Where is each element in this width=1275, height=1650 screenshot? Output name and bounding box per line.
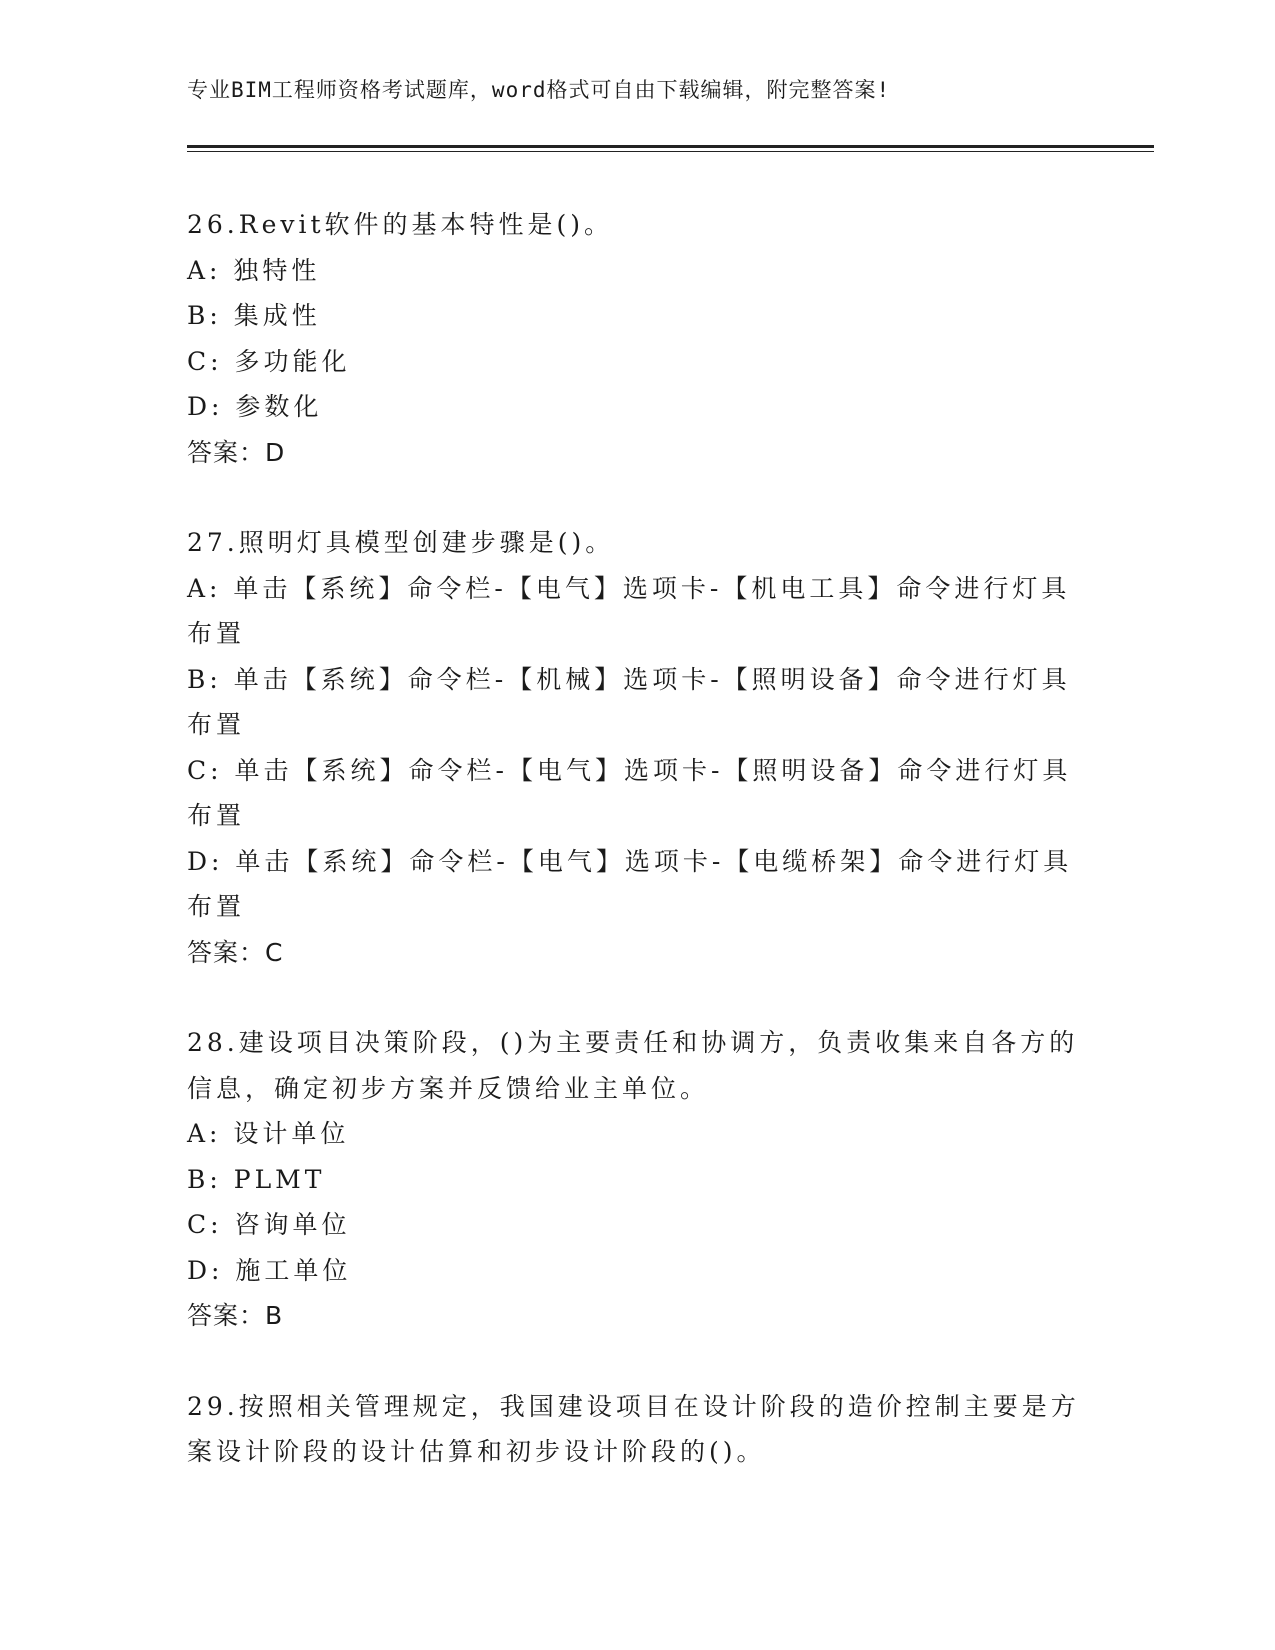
option-c: C: 咨询单位 — [187, 1210, 351, 1239]
option-a: A: 独特性 — [187, 255, 321, 285]
answer: 答案：B — [187, 1301, 284, 1330]
question-stem: 29.按照相关管理规定，我国建设项目在设计阶段的造价控制主要是方案设计阶段的设计估算和初步设计阶段的()。 — [187, 1391, 1080, 1466]
option-c: C: 单击【系统】命令栏-【电气】选项卡-【照明设备】命令进行灯具布置 — [187, 755, 1072, 830]
question-stem: 27.照明灯具模型创建步骤是()。 — [187, 528, 615, 557]
question-29 — [187, 1384, 1087, 1475]
question-stem: 26.Revit软件的基本特性是()。 — [187, 210, 614, 239]
option-c: C: 多功能化 — [187, 346, 351, 376]
option-a: A: 单击【系统】命令栏-【电气】选项卡-【机电工具】命令进行灯具布置 — [187, 573, 1071, 648]
question-27 — [187, 520, 1087, 975]
option-a: A: 设计单位 — [187, 1119, 350, 1148]
option-b: B: 单击【系统】命令栏-【机械】选项卡-【照明设备】命令进行灯具布置 — [187, 664, 1071, 739]
header-divider-thick — [187, 145, 1154, 148]
document-header: 专业BIM工程师资格考试题库，word格式可自由下载编辑，附完整答案! — [187, 78, 891, 102]
option-d: D: 施工单位 — [187, 1255, 352, 1285]
option-b: B: PLMT — [187, 1164, 326, 1194]
question-26 — [187, 202, 1087, 475]
question-28 — [187, 1020, 1087, 1339]
question-stem: 28.建设项目决策阶段，()为主要责任和协调方，负责收集来自各方的信息，确定初步方案并反馈给业主单位。 — [187, 1028, 1079, 1103]
option-d: D: 参数化 — [187, 392, 323, 421]
option-b: B: 集成性 — [187, 301, 321, 330]
answer: 答案：C — [187, 937, 284, 967]
option-d: D: 单击【系统】命令栏-【电气】选项卡-【电缆桥架】命令进行灯具布置 — [187, 846, 1073, 921]
answer: 答案：D — [187, 437, 286, 467]
question-list — [187, 202, 1087, 1520]
header-divider-thin — [187, 151, 1154, 152]
